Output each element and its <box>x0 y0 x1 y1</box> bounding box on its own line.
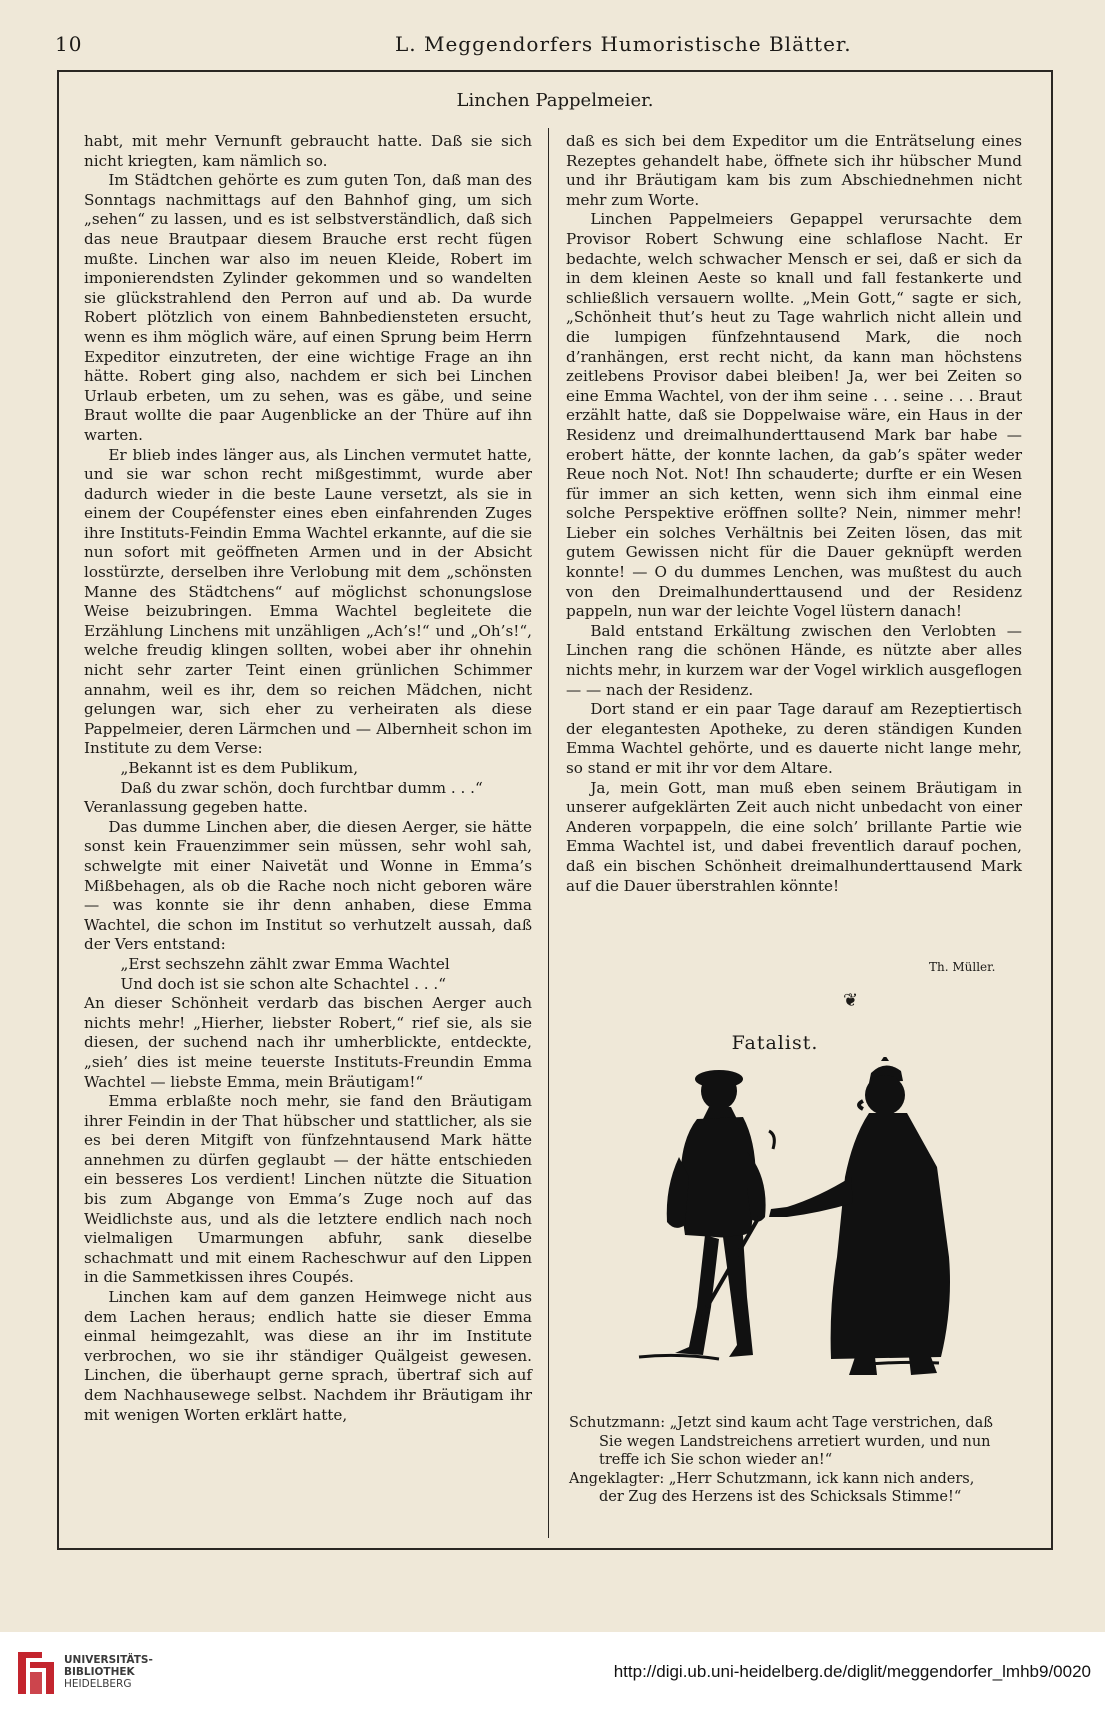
cartoon-caption <box>569 1414 1029 1507</box>
story-title: Linchen Pappelmeier. <box>456 90 654 111</box>
author-signature: Th. Müller. <box>929 960 996 974</box>
caption-line: Sie wegen Landstreichens arretiert wurden, und nun <box>599 1433 991 1450</box>
column-divider <box>548 128 549 1538</box>
content-frame <box>57 70 1053 1550</box>
left-column <box>84 132 532 1425</box>
silhouette-illustration <box>619 1057 999 1402</box>
paragraph: habt, mit mehr Vernunft gebraucht hatte. Daß sie sich nicht kriegten, kam nämlich so. <box>84 132 532 170</box>
cartoon-title-text: Fatalist. <box>731 1032 819 1054</box>
paragraph: Linchen kam auf dem ganzen Heimwege nicht aus dem Lachen heraus; endlich hatte sie dieser Emma einmal heimgezahlt, was diese an ihr im Institute verbrochen, wo sie ihr ständiger Quälgeist gewesen. Linchen, die überhaupt gerne sprach, übertraf sich auf dem Nachhausewege selbst. Nachdem ihr Bräutigam ihr mit wenigen Worten erklärt hatte, <box>84 1288 532 1424</box>
viewer-footer <box>0 1632 1105 1713</box>
paragraph: Das dumme Linchen aber, die diesen Aerger, sie hätte sonst kein Frauenzimmer sein müssen, sehr wohl sah, schwelgte mit einer Naivetät und Wonne in Emma’s Mißbehagen, als ob die Rache noch nicht geboren wäre — was konnte sie ihr denn anhaben, diese Emma Wachtel, die schon im Institut so verhutzelt aussah, daß der Vers entstand: <box>84 817 532 954</box>
paragraph: Emma erblaßte noch mehr, sie fand den Bräutigam ihrer Feindin in der That hübscher und stattlicher, als sie es bei deren Mitgift von fünfzehntausend Mark hätte annehmen zu dürfen geglaubt — der hätte entschieden ein besseres Los verdient! Linchen nützte die Situation bis zum Abgange von Emma’s Zuge noch auf das Weidlichste aus, und als die letztere endlich nach noch vielmaligen Umarmungen abfuhr, sank dieselbe schachmatt und mit einem Racheschwur auf den Lippen in die Sammetkissen ihres Coupés. <box>84 1092 532 1287</box>
paragraph: An dieser Schönheit verdarb das bischen Aerger auch nichts mehr! „Hierher, liebster Robert,“ rief sie, als sie diesen, der suchend nach ihr umherblickte, entdeckte, „sieh’ dies ist meine teuerste Instituts-Freundin Emma Wachtel — liebste Emma, mein Bräutigam!“ <box>84 994 532 1091</box>
library-name-line: HEIDELBERG <box>64 1678 132 1690</box>
paragraph: daß es sich bei dem Expeditor um die Enträtselung eines Rezeptes gehandelt habe, öffnete sich ihr hübscher Mund und ihr Bräutigam kam bis zum Abschiednehmen nicht mehr zum Worte. <box>566 132 1022 209</box>
caption-line: treffe ich Sie schon wieder an!“ <box>599 1452 833 1468</box>
paragraph: Veranlassung gegeben hatte. <box>84 798 308 817</box>
caption-speaker: Angeklagter: <box>569 1470 665 1487</box>
paragraph: Dort stand er ein paar Tage darauf am Rezeptiertisch der elegantesten Apotheke, zu deren ständigen Kunden Emma Wachtel gehörte, und es dauerte nicht lange mehr, so stand er mit ihr vor dem Altare. <box>566 700 1022 777</box>
caption-speaker: Schutzmann: <box>569 1415 666 1431</box>
caption-line <box>569 1414 1029 1433</box>
running-title: L. Meggendorfers Humoristische Blätter. <box>395 32 852 56</box>
library-name-line: UNIVERSITÄTS- <box>64 1654 153 1666</box>
paragraph: Er blieb indes länger aus, als Linchen vermutet hatte, und sie war schon recht mißgestimmt, wurde aber dadurch wieder in die beste Laune versetzt, als sie in einem der Coupéfenster eines eben einfahrenden Zuges ihre Instituts-Feindin Emma Wachtel erkannte, auf die sie nun sofort mit geöffneten Armen und in der Absicht losstürzte, derselben ihre Verlobung mit dem „schönsten Manne des Städtchens“ auf möglichst schonungslose Weise beizubringen. Emma Wachtel begleitete die Erzählung Linchens mit unzähligen „Ach’s!“ und „Oh’s!“, welche freudig klingen sollten, wobei aber ihr ohnehin nicht sehr zarter Teint einen grünlichen Schimmer annahm, weil es ihr, dem so reichen Mädchen, nicht gelungen war, sich eher zu verheiraten als diese Pappelmeier, deren Lärmchen und — Albernheit schon im Institute zu dem Verse: <box>84 445 532 758</box>
leaf-ornament-icon: ❦ <box>843 990 859 1011</box>
verse-line: Und doch ist sie schon alte Schachtel . . .“ <box>120 974 447 993</box>
library-name <box>64 1654 153 1690</box>
page-number: 10 <box>55 32 83 56</box>
paragraph: Ja, mein Gott, man muß eben seinem Bräutigam in unserer aufgeklärten Zeit auch nicht unbedacht von einer Anderen vorpappeln, die eine solch’ brillante Partie wie Emma Wachtel ist, und dabei freventlich darauf pochen, daß ein bischen Schönheit dreimalhunderttausend Mark auf die Dauer überstrahlen könnte! <box>566 778 1022 895</box>
library-name-line: BIBLIOTHEK <box>64 1666 135 1678</box>
verse-line: „Erst sechszehn zählt zwar Emma Wachtel <box>120 954 450 973</box>
caption-text: „Jetzt sind kaum acht Tage verstrichen, daß <box>669 1415 993 1431</box>
paragraph: Bald entstand Erkältung zwischen den Verlobten — Linchen rang die schönen Hände, es nützte aber alles nichts mehr, in kurzem war der Vogel wirklich ausgeflogen — — nach der Residenz. <box>566 621 1022 699</box>
verse-line: Daß du zwar schön, doch furchtbar dumm . . .“ <box>120 778 483 797</box>
paragraph: Linchen Pappelmeiers Gepappel verursachte dem Provisor Robert Schwung eine schlaflose Nacht. Er bedachte, welch schwacher Mensch er sei, daß er sich da in dem kleinen Aeste so knall und fall festankerte und schließlich versauern wollte. „Mein Gott,“ sagte er sich, „Schönheit thut’s heut zu Tage wahrlich nicht allein und die lumpigen fünfzehntausend Mark, die noch d’ranhängen, erst recht nicht, da kann man höchstens zeitlebens Provisor dabei bleiben! Ja, wer bei Zeiten so eine Emma Wachtel, von der ihm seine . . . seine . . . Braut erzählt hatte, daß sie Doppelwaise wäre, ein Haus in der Residenz und dreimalhunderttausend Mark bar habe — erobert hätte, der konnte lachen, da gab’s später weder Reue noch Not. Not! Ihn schauderte; durfte er ein Wesen für immer an sich ketten, wenn sich ihm einmal eine solche Perspektive eröffnen sollte? Nein, nimmer mehr! Lieber ein solches Verhältnis bei Zeiten lösen, das mit gutem Gewissen nicht für die Dauer geknüpft werden konnte! — O du dummes Lenchen, was mußtest du auch von den Dreimalhunderttausend und der Residenz pappeln, nun war der leichte Vogel lüstern danach! <box>566 210 1022 621</box>
caption-line <box>569 1470 1029 1489</box>
caption-text: „Herr Schutzmann, ick kann nich anders, <box>668 1470 975 1487</box>
caption-line: der Zug des Herzens ist des Schicksals Stimme!“ <box>599 1489 962 1505</box>
university-library-logo <box>12 1646 60 1700</box>
permalink-url[interactable]: http://digi.ub.uni-heidelberg.de/diglit/meggendorfer_lmhb9/0020 <box>613 1662 1091 1681</box>
paragraph: Im Städtchen gehörte es zum guten Ton, daß man des Sonntags nachmittags auf den Bahnhof ging, um sich „sehen“ zu lassen, und es ist selbstverständlich, daß sich das neue Brautpaar diesem Brauche erst recht fügen mußte. Linchen war also im neuen Kleide, Robert im imponierendsten Zylinder gekommen und so wandelten sie glückstrahlend den Perron auf und ab. Da wurde Robert plötzlich von einem Bahnbediensteten ersucht, wenn es ihm möglich wäre, auf einen Sprung beim Herrn Expeditor einzutreten, der eine wichtige Frage an ihn hätte. Robert ging also, nachdem er sich bei Linchen Urlaub erbeten, um zu sehen, was es gäbe, und seine Braut wollte die paar Augenblicke an der Thüre auf ihn warten. <box>84 171 532 444</box>
page-header <box>55 32 1055 62</box>
right-column <box>566 132 1022 896</box>
verse-line: „Bekannt ist es dem Publikum, <box>120 759 359 777</box>
